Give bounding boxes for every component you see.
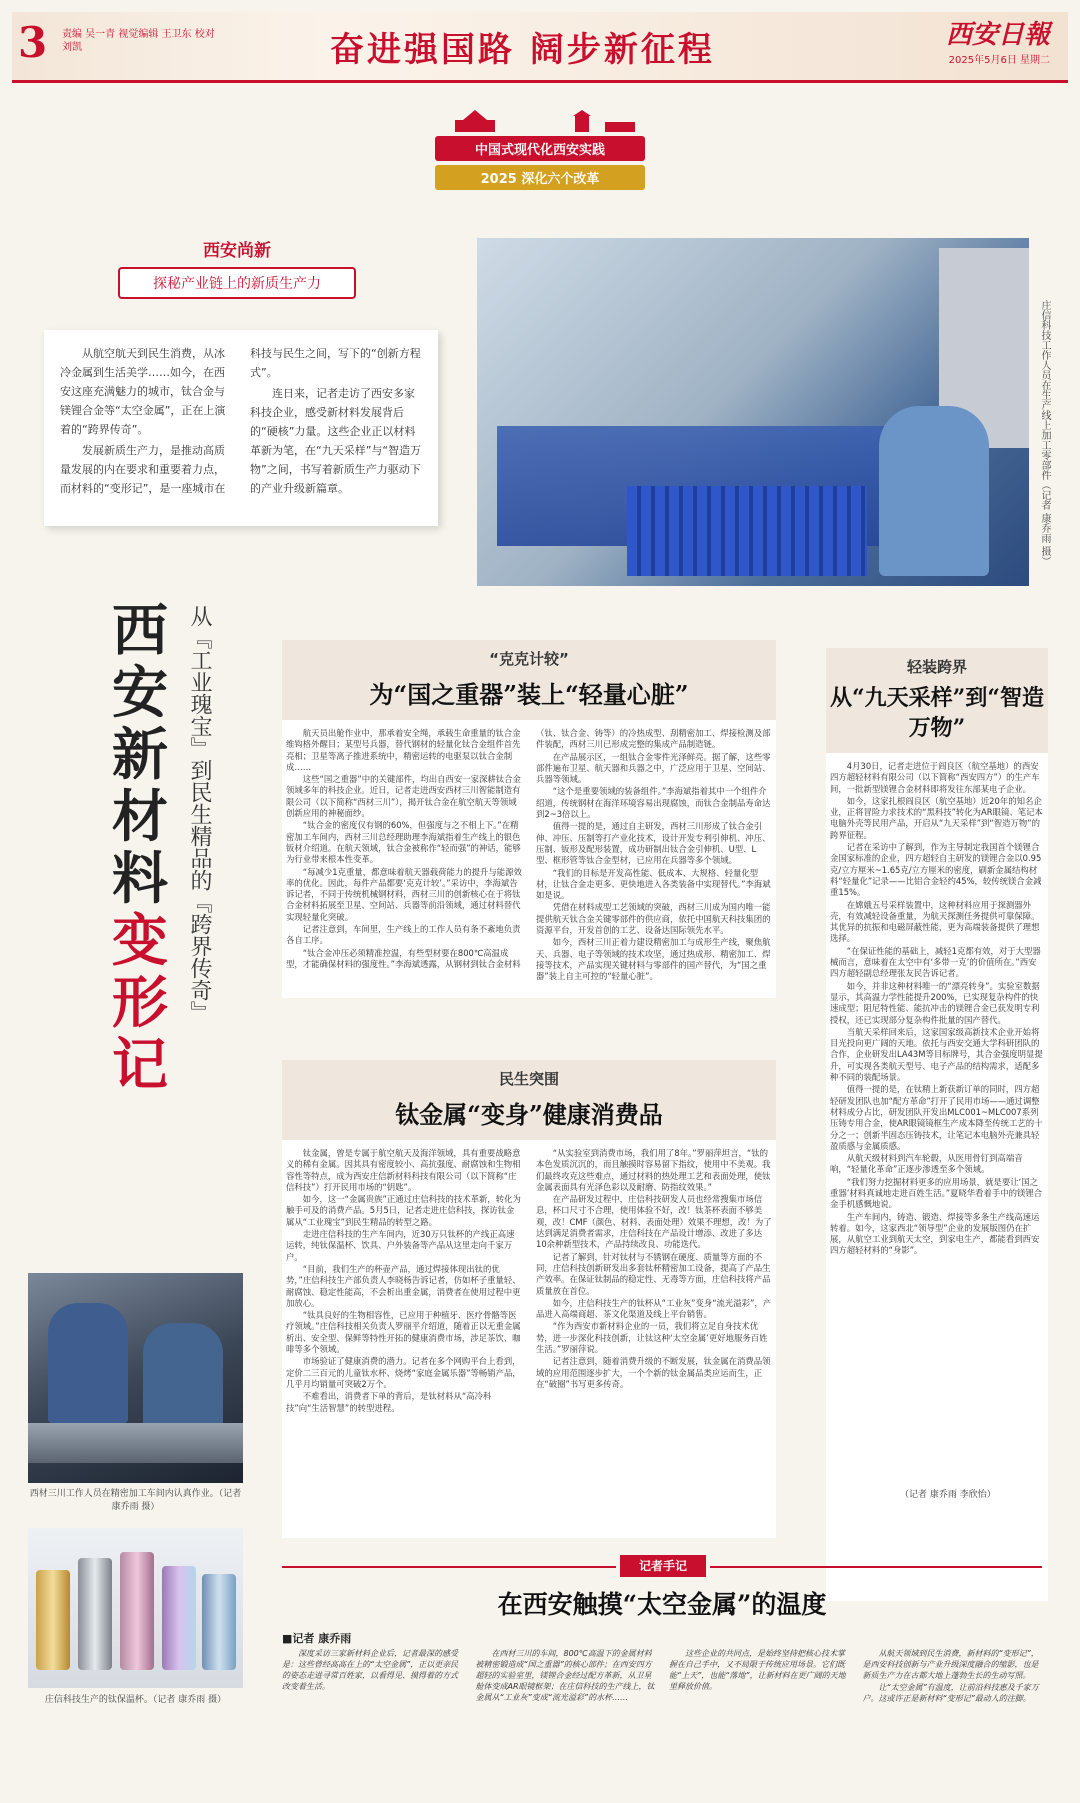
divider <box>710 1566 1042 1568</box>
intro-box <box>44 330 438 526</box>
main-title <box>90 600 190 1096</box>
article-paragraph: “作为西安市新材料企业的一员，我们将立足自身技术优势，进一步深化科技创新，让钛这种‘太空金属’更好地服务百姓生活。”罗丽萍说。 <box>536 1321 768 1355</box>
article-paragraph: “钛合金冲压必须精准控温，有些型材要在800℃高温成型，才能确保材料的强度性。”李海斌透露，从钢材到钛合金材料（钛、钛合金、铸等）的冷热成型、刮精密加工、焊接检测及部件装配，西材三川已形成完整的集成产品制造链。 <box>286 728 771 969</box>
article-paragraph: 在产品研发过程中，庄信科技研发人员也经常搜集市场信息，杯口尺寸不合理，使用体验不好，改！钛茶杯表面不够美观，改！CMF（颜色、材料、表面处理）效果不理想，改！为了达到满足消费者需求，庄信科技在产品设计增添、改进了多达10余种新型技术，产品持续改良、功能迭代。 <box>536 1194 772 1250</box>
page-number: 3 <box>18 18 48 67</box>
article-paragraph: 走进庄信科技的生产车间内，近30万只钛杯的产线正高速运转，纯钛保温杯、饮具、户外装备等产品从这里走向千家万户。 <box>286 1229 515 1262</box>
article-paragraph: 凭借在材料成型工艺领域的突破，西材三川成为国内唯一能提供航天钛合金关键零部件的供应商，依托中国航天科技集团的资源平台，开发首创的工艺、设备达国际领先水平。 <box>536 902 771 936</box>
article-paragraph: 如今，这家扎根阎良区（航空基地）近20年的知名企业，正将冒险力求技术的“黑科技”转化为AR眼镜、笔记本电脑外壳等民用产品，开启从“九天采样”到“智造万物”的跨界征程。 <box>830 795 1043 840</box>
issue-date: 2025年5月6日 星期二 <box>948 55 1050 66</box>
divider <box>282 1566 616 1568</box>
article-paragraph: 如今，这一“金属贵族”正通过庄信科技的技术革新，转化为触手可及的消费产品。5月5日，记者走进庄信科技，探访钛金属从“工业瑰宝”到民生精品的转型之路。 <box>286 1194 521 1227</box>
article-paragraph: 当航天采样回来后，这家国家级高新技术企业开始将目光投向更广阔的天地。依托与西安交通大学科研团队的合作，企业研发出LA43M等目标牌号，其合金强度明显提升，可实现各类航天型号、电子产品的结构需求，适配多种不同的装配场景。 <box>830 1026 1043 1083</box>
pipe-shape <box>28 1423 243 1463</box>
article-body <box>826 753 1048 1601</box>
article-kicker: 轻装跨界 <box>906 658 967 676</box>
note-paragraph: 深度采访三家新材料企业后，记者最深的感受是：这些曾经高高在上的“太空金属”，正以更亲民的姿态走进寻常百姓家，以看得见、摸得着的方式改变着生活。 <box>282 1649 459 1691</box>
article-title: 为“国之重器”装上“轻量心脏” <box>369 680 689 709</box>
cup-shape <box>120 1552 154 1670</box>
article-title: 从“九天采样”到“智造万物” <box>830 685 1044 741</box>
article-paragraph: 如今，西材三川正着力建设精密加工与成形生产线，聚焦航天、兵器、电子等领域的技术攻坚，通过热成形、精密加工、焊接等技术，产品实现关键材料与零部件的国产替代，为“国之重器”装上自主可控的“轻量心脏”。 <box>536 937 771 982</box>
article-paragraph: 不难看出，消费者下单的背后，是钛材料从“高冷科技”向“生活智慧”的转型进程。 <box>286 1391 492 1413</box>
article-paragraph: 生产车间内，铸造、锻造、焊接等多条生产线高速运转着。如今，这家西北“领导型”企业的发展版图仍在扩展，从航空工业到航天太空，到家电生产，都能看到西安四方超轻材料的“身影”。 <box>830 1211 1040 1256</box>
article-paragraph: 记者了解到，针对钛材与不锈钢在硬度、质量等方面的不同，庄信科技创新研发出多套钛杯精密加工设备，提高了产品生产效率。在保证钛制品的稳定性、无毒等方面，庄信科技将产品质量放在首位。 <box>536 1251 771 1296</box>
main-title-line-2: 变形记 <box>112 908 168 1098</box>
article-paragraph: 在产品展示区，一组钛合金零件光泽鲜亮。据了解，这些零部件遍布卫星、航天器和兵器之中，广泛应用于卫星、空间站、兵器等领域。 <box>536 751 771 785</box>
cup-shape <box>162 1566 196 1670</box>
article-paragraph: “钛具良好的生物相容性，已应用于种植牙、医疗骨骼等医疗领域。”庄信科技相关负责人罗丽平介绍道，随着正以无重金属析出、安全型、保鲜等特性开拓的健康消费市场，涉足茶饮、咖啡等多个领域。 <box>286 1310 521 1355</box>
article-byline: （记者 康乔雨 李欣怡） <box>900 1490 996 1500</box>
newspaper-logo: 西安日報 <box>945 20 1050 50</box>
crates-shape <box>627 486 867 576</box>
cup-shape <box>78 1558 112 1670</box>
article-paragraph: 值得一提的是，在钛精上新获新订单的同时，四方超轻研发团队也加“配方革命”打开了民用市场——通过调整材料成分占比，研发团队开发出MLC001~MLC007系列压铸专用合金，使AR眼镜镜框生产成本降至传统工艺的十分之一；创新半固态压铸技术，让笔记本电脑外壳兼具轻盈质感与金属质感。 <box>830 1084 1043 1151</box>
article-paragraph: “每减少1克重量，都意味着航天器载荷能力的提升与能源效率的优化。因此，每件产品都要‘克克计较’。”采访中，李海斌告诉记者，不同于传统机械钢材料，西材三川的创新核心在于将钛合金材料拓展至卫星、空间站、兵器等前沿领域，通过材料替代实现轻量化突破。 <box>286 866 522 922</box>
banner-title: 奋进强国路 阔步新征程 <box>330 30 715 70</box>
article-paragraph: 市场验证了健康消费的潜力。记者在多个网购平台上看到，定价二三百元的儿童钛水杯、烧烤“家庭金属乐器”等畅销产品，几乎月均销量可突破2万个。 <box>286 1356 521 1389</box>
article-titanium-aerospace <box>282 640 776 998</box>
note-tag: 记者手记 <box>620 1555 706 1577</box>
note-paragraph: 从航天领域到民生消费，新材料的“变形记”，是西安科技创新与产业升级深度融合的缩影，也是新质生产力在古都大地上蓬勃生长的生动写照。 <box>862 1649 1039 1680</box>
article-paragraph: 这些“国之重器”中的关键部件，均出自西安一家深耕钛合金领域多年的科技企业。近日，记者走进西安西材三川智能制造有限公司（以下简称“西材三川”），揭开钛合金在航空航天等领域创新应用的神秘面纱。 <box>286 774 521 819</box>
article-paragraph: “在保证性能的基础上，减轻1克都有效，对于大型器械而言，意味着在太空中有‘多带一克’的价值所在。”西安四方超轻副总经理张友民告诉记者。 <box>830 945 1041 979</box>
factory-photo-caption: 庄信科技工作人员在生产线上加工零部件（记者 康乔雨 摄） <box>1039 300 1050 567</box>
article-paragraph: 钛金属，曾是专属于航空航天及海洋领域，具有重要战略意义的稀有金属。因其具有密度较小、高抗强度、耐腐蚀和生物相容性等特点，成为西安庄信新材料科技有限公司（以下简称“庄信科技”）打开民用市场的“钥匙”。 <box>286 1148 521 1192</box>
section-subtitle: 探秘产业链上的新质生产力 <box>118 267 356 299</box>
article-kicker: “克克计较” <box>489 650 569 668</box>
factory-photo <box>477 238 1029 586</box>
article-paragraph: “目前，我们生产的杯壶产品，通过焊接体现出钛的优势，”庄信科技生产部负责人李晓杨告诉记者，仿如杯子重量轻、耐腐蚀、稳定性能高，不会析出重金属，消费者在使用过程中更加放心。 <box>286 1263 521 1308</box>
city-skyline-icon <box>435 110 645 132</box>
intro-paragraph: 连日来，记者走访了西安多家科技企业，感受新材料发展背后的“硬核”力量。这些企业正以材料革新为笔，在“九天采样”与“智造万物”之间，书写着新质生产力驱动下的产业升级新篇章。 <box>250 387 422 495</box>
article-paragraph: 值得一提的是，通过自主研发，西材三川形成了钛合金引伸、冲压、压制等打产业化技术，设计开发专利引伸机、冲压、压制、钣形及配形装置，成功研制出钛合金引伸机、U型、L型、框形管等钛合金型材，已应用在兵器等多个领域。 <box>536 821 771 866</box>
worker-shape <box>48 1303 128 1423</box>
article-paragraph: 如今，庄信科技生产的钛杯从“工业灰”变身“流光溢彩”，产品进入高端商超、茶文化渠道及线上平台销售。 <box>536 1297 772 1320</box>
cup-shape <box>36 1570 70 1670</box>
cups-photo-caption: 庄信科技生产的钛保温杯。（记者 康乔雨 摄） <box>44 1695 227 1705</box>
article-paragraph: 4月30日，记者走进位于阎良区（航空基地）的西安四方超轻材料有限公司（以下简称“西安四方”）的生产车间，一批新型镁锂合金材料即将发往东部某电子企业。 <box>830 761 1040 794</box>
note-paragraph: 这些企业的共同点，是始终坚持把核心技术掌握在自己手中，又不局限于传统应用场景。它们既能“上天”，也能“落地”，让新材料在更广阔的天地里释放价值。 <box>669 1649 846 1691</box>
article-paragraph: “钛合金的密度仅有钢的60%，但强度与之不相上下。”在精密加工车间内，西材三川总经理助理李海斌指着生产线上的银色钣材介绍道。在航天领域，钛合金被称作“轻而强”的神话，能够为行业带来根本性变革。 <box>286 820 521 865</box>
note-body <box>282 1648 1042 1788</box>
masthead <box>946 14 1050 66</box>
article-paragraph: 记者在采访中了解到，作为主导制定我国首个镁锂合金国家标准的企业，四方超轻自主研发的镁锂合金以0.95克/立方厘米~1.65克/立方厘米的密度，刷新金属结构材料“轻量化”记录——比铝合金轻约45%，较传统镁合金减重15%。 <box>830 842 1042 898</box>
worker-shape <box>143 1323 223 1433</box>
intro-paragraph: 从航空航天到民生消费，从冰冷金属到生活美学……如今，在西安这座充满魅力的城市，钛合金与镁锂合金等“太空金属”，正在上演着的“跨界传奇”。 <box>60 347 226 436</box>
column-badge <box>435 110 645 186</box>
note-paragraph: 在西材三川的车间，800℃高温下的金属材料被精密锻造成“国之重器”的核心部件；在西安四方超轻的实验室里，镁锂合金经过配方革新，从卫星舱体变成AR眼镜框架；在庄信科技的生产线上，钛金属从“工业灰”变成“流光溢彩”的水杯…… <box>475 1649 655 1702</box>
article-head <box>282 1060 776 1140</box>
article-head <box>282 640 776 720</box>
badge-line-2: 2025 深化六个改革 <box>435 165 645 190</box>
note-byline: ■记者 康乔雨 <box>282 1632 352 1645</box>
article-title: 钛金属“变身”健康消费品 <box>395 1100 663 1129</box>
main-subtitle: 从『工业瑰宝』到民生精品的『跨界传奇』 <box>187 605 212 1023</box>
article-titanium-consumer <box>282 1060 776 1538</box>
welding-photo <box>28 1273 243 1483</box>
article-paragraph: “这个是重要领域的装备组件。”李海斌指着其中一个组件介绍道，传统钢材在海洋环境容易出现腐蚀，而钛合金制品寿命达到2~3倍以上。 <box>536 786 771 820</box>
article-body <box>282 720 776 998</box>
article-paragraph: “我们的目标是开发高性能、低成本、大规格、轻量化型材，让钛合金走更多、更快地进入各类装备中实现替代。”李海斌如是说。 <box>536 867 771 901</box>
article-paragraph: “我们努力挖掘材料更多的应用场景，就是要让‘国之重器’材料真诚地走进百姓生活。”夏晓华看着手中的镁锂合金手机感慨地说。 <box>830 1176 1043 1210</box>
article-paragraph: 记者注意到，随着消费升级的不断发展，钛金属在消费品领域的应用范围逐步扩大，一个个新的钛金属品类应运而生，正在“破圈”书写更多传奇。 <box>536 1356 771 1389</box>
article-paragraph: 航天员出舱作业中，那承着安全绳，承载生命重量的钛合金维钩格外醒目；某型号兵器，替代钢材的轻量化钛合金组件首先亮相；卫星等离子推进系统中，精密运转的电驱泵以钛合金制成…… <box>286 728 521 772</box>
article-paragraph: “从实验室到消费市场，我们用了8年。”罗丽萍坦言，“钛的本色发质沉沉的，而且触摸时容易留下指纹，使用中不美观。我们最终攻克这些难点，通过材料的热处理工艺和表面处理，使钛金属表面具有光泽色彩以及耐磨、防指纹效果。” <box>536 1148 771 1192</box>
section-tag <box>118 236 356 299</box>
article-paragraph: 从航天级材料到汽车轮毂，从医用骨钉到高端音响，“轻量化革命”正逐步渗透至多个领域。 <box>830 1153 1023 1175</box>
article-kicker: 民生突围 <box>498 1070 559 1088</box>
article-paragraph: 在嫦娥五号采样装置中，这种材料应用于探测器外壳，有效减轻设备重量，为航天探测任务提供可靠保障。其优异的抗振和电磁屏蔽性能，更为高端装备提供了理想选择。 <box>830 899 1040 944</box>
worker-shape <box>879 406 989 576</box>
intro-paragraph: 发展新质生产力，是推动高质量发展的内在要求和重要着力点，而材料的“变形记”，是一座城市在科技与民生之间，写下的“创新方程式”。 <box>60 347 421 495</box>
article-body <box>282 1140 776 1538</box>
section-name: 西安尚新 <box>203 241 271 261</box>
badge-line-1: 中国式现代化西安实践 <box>435 136 645 161</box>
article-paragraph: 记者注意到，车间里，生产线上的工作人员有条不紊地负责各自工序。 <box>286 924 521 946</box>
cup-shape <box>202 1574 236 1670</box>
main-title-line-1: 西安新材料 <box>112 598 168 912</box>
cups-photo <box>28 1528 243 1688</box>
article-paragraph: 如今，并非这种材料唯一的“漂亮转身”。实验室数据显示，其高温力学性能提升200%，已实现复杂构件的快速成型；阻尼特性能、能抗冲击的镁锂合金已获发明专利授权，还已实现部分复杂构件批量的国产替代。 <box>830 980 1040 1025</box>
note-title: 在西安触摸“太空金属”的温度 <box>497 1590 827 1619</box>
note-paragraph: 让“太空金属”有温度，让前沿科技惠及千家万户。这或许正是新材料“变形记”最动人的注脚。 <box>862 1683 1039 1703</box>
editors-line: 责编 吴一青 视觉编辑 王卫东 校对 刘凯 <box>62 29 215 53</box>
welding-photo-caption: 西材三川工作人员在精密加工车间内认真作业。（记者 康乔雨 摄） <box>29 1489 242 1512</box>
article-head <box>826 648 1048 753</box>
article-magnesium-lithium <box>826 648 1048 1601</box>
